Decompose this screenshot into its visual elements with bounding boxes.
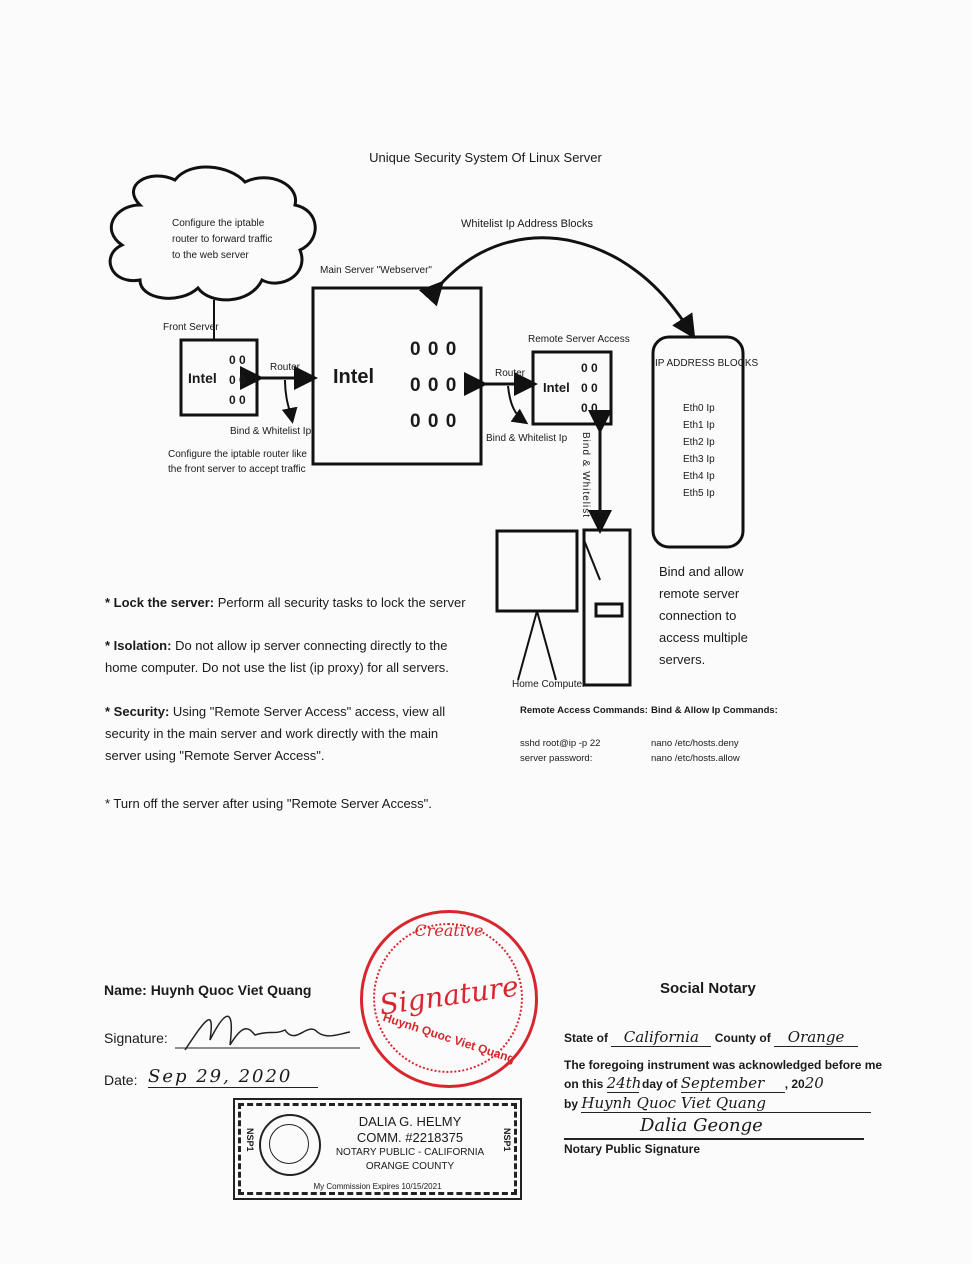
notary-stamp bbox=[233, 1098, 522, 1200]
ip-blocks-title: IP ADDRESS BLOCKS bbox=[655, 358, 759, 369]
bind-allow-text: Bind and allow remote server connection to access multiple servers. bbox=[659, 564, 748, 667]
main-server-label: Main Server "Webserver" bbox=[320, 265, 432, 276]
bind-whitelist-ip-2: Bind & Whitelist Ip bbox=[486, 433, 568, 444]
note-turn-off: * Turn off the server after using "Remote Server Access". bbox=[105, 796, 432, 811]
bind-command-1: nano /etc/hosts.deny bbox=[651, 738, 739, 749]
seal-top-text: Creative bbox=[414, 921, 484, 940]
router-label-1: Router bbox=[270, 362, 301, 373]
front-intel: Intel bbox=[188, 370, 217, 386]
seal-center-text: Signature bbox=[377, 969, 521, 1022]
remote-command-2: server password: bbox=[520, 753, 593, 764]
home-monitor bbox=[497, 531, 577, 611]
remote-command-1: sshd root@ip -p 22 bbox=[520, 738, 601, 749]
note-lock: * Lock the server: Perform all security tasks to lock the server bbox=[105, 595, 466, 610]
notary-ack-line: The foregoing instrument was acknowledged before me bbox=[564, 1058, 883, 1072]
handwritten-signature bbox=[175, 1000, 365, 1060]
stamp-side-left: NSP1 bbox=[245, 1128, 255, 1152]
signature-label: Signature: bbox=[104, 1030, 168, 1046]
state-seal-icon bbox=[259, 1114, 321, 1176]
stamp-text: DALIA G. HELMY COMM. #2218375 NOTARY PUBLIC - CALIFORNIA ORANGE COUNTY bbox=[335, 1114, 485, 1172]
notary-state-line: State of California County of Orange bbox=[564, 1028, 884, 1047]
ip-block-item: Eth2 Ip bbox=[683, 437, 715, 448]
ip-blocks-list bbox=[683, 400, 715, 502]
ip-block-item: Eth0 Ip bbox=[683, 403, 715, 414]
note-security: * Security: Using "Remote Server Access" access, view all security in the main server and work directly with the main server using "Remote Server Access". bbox=[105, 704, 446, 763]
bind-whitelist-ip-1: Bind & Whitelist Ip bbox=[230, 426, 312, 437]
bind-command-2: nano /etc/hosts.allow bbox=[651, 753, 740, 764]
front-dots: 0 0 0 0 0 0 bbox=[229, 353, 246, 407]
date-value: Sep 29, 2020 bbox=[148, 1066, 318, 1088]
note-isolation: * Isolation: Do not allow ip server connecting directly to the home computer. Do not use the list (ip proxy) for all servers. bbox=[105, 638, 449, 675]
stamp-expires: My Commission Expires 10/15/2021 bbox=[313, 1182, 442, 1191]
document-title: Unique Security System Of Linux Server bbox=[369, 150, 602, 165]
home-computer-label: Home Computer bbox=[512, 679, 586, 690]
notary-date-line: on this 24th day of September , 2020 bbox=[564, 1074, 824, 1092]
name-line: Name: Huynh Quoc Viet Quang bbox=[104, 982, 312, 998]
remote-access-label: Remote Server Access bbox=[528, 334, 630, 345]
signature-seal bbox=[360, 910, 538, 1088]
main-dots: 0 0 0 0 0 0 0 0 0 bbox=[410, 339, 458, 432]
bind-whitelist-vertical: Bind & Whitelist bbox=[580, 432, 591, 519]
ip-block-item: Eth3 Ip bbox=[683, 454, 715, 465]
social-notary-title: Social Notary bbox=[660, 980, 756, 997]
seal-bottom-text: Huynh Quoc Viet Quang bbox=[381, 1010, 517, 1066]
stamp-side-right: NSP1 bbox=[502, 1128, 512, 1152]
front-note: Configure the iptable router like the front server to accept traffic bbox=[168, 449, 307, 475]
front-server-label: Front Server bbox=[163, 322, 219, 333]
cloud-text: Configure the iptable router to forward traffic to the web server bbox=[172, 218, 273, 261]
ip-block-item: Eth4 Ip bbox=[683, 471, 715, 482]
notary-sig-label: Notary Public Signature bbox=[564, 1142, 701, 1156]
whitelist-label: Whitelist Ip Address Blocks bbox=[461, 218, 594, 230]
remote-intel: Intel bbox=[543, 380, 570, 395]
remote-dots: 0 0 0 0 0 0 bbox=[581, 361, 598, 415]
notary-sig-rule bbox=[564, 1138, 864, 1140]
bind-commands-title: Bind & Allow Ip Commands: bbox=[651, 705, 778, 716]
ip-block-item: Eth5 Ip bbox=[683, 488, 715, 499]
date-label: Date: bbox=[104, 1072, 138, 1088]
ip-block-item: Eth1 Ip bbox=[683, 420, 715, 431]
notary-signature: Dalia Geonge bbox=[640, 1115, 763, 1136]
main-intel: Intel bbox=[333, 366, 375, 388]
router-label-2: Router bbox=[495, 368, 526, 379]
remote-commands-title: Remote Access Commands: bbox=[520, 705, 648, 716]
notary-by-line: by Huynh Quoc Viet Quang bbox=[564, 1094, 884, 1113]
